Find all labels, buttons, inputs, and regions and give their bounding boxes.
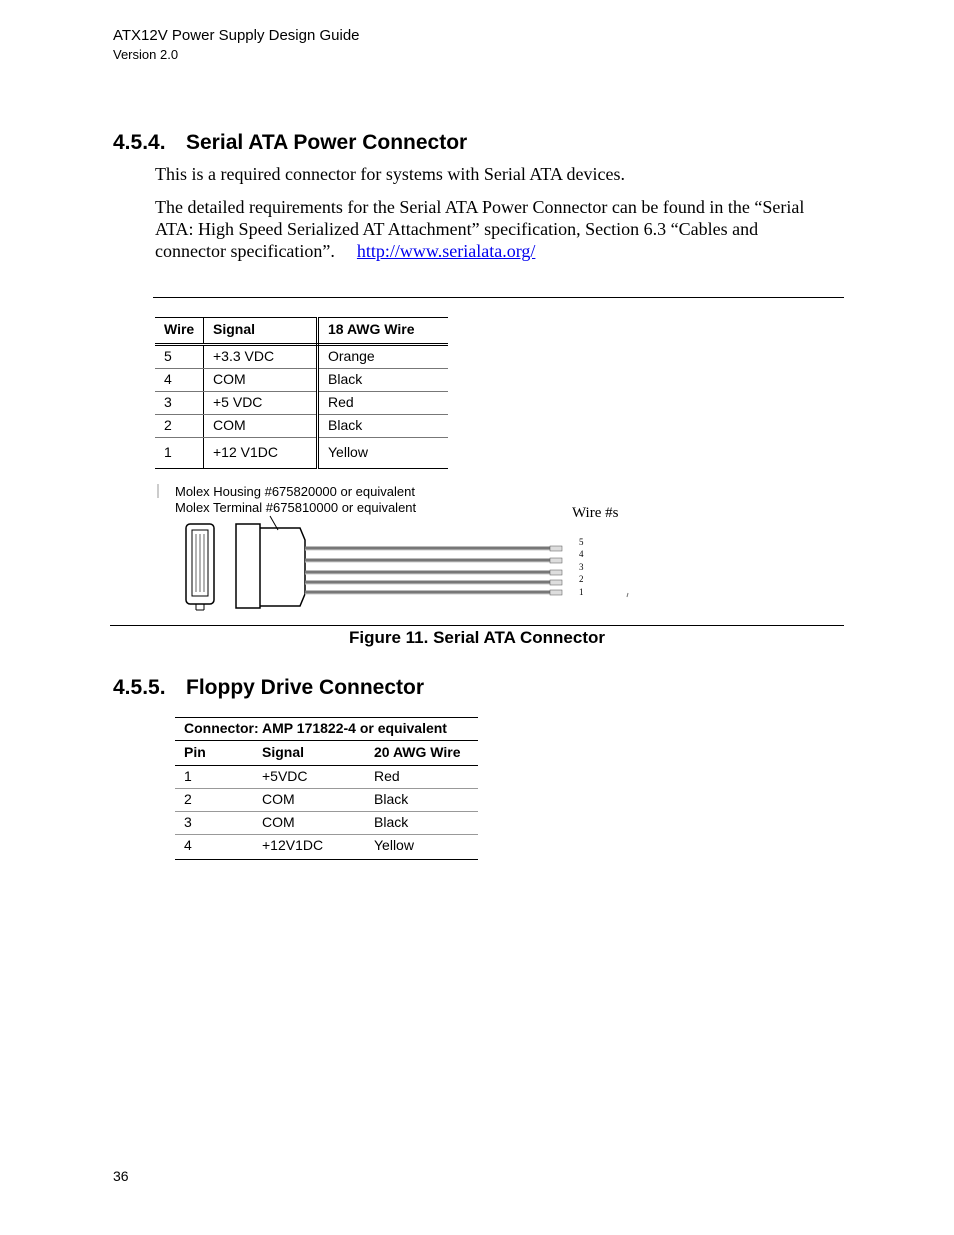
wire-number-5: 5 (579, 537, 584, 547)
signal-cell: +12V1DC (253, 835, 365, 860)
serialata-link[interactable]: http://www.serialata.org/ (356, 241, 536, 261)
color-cell: Black (318, 369, 449, 392)
sata-header-wire: Wire (155, 318, 204, 345)
table-row (155, 392, 448, 415)
wire-cell: 1 (155, 438, 204, 469)
table-row (155, 438, 448, 469)
signal-cell: +3.3 VDC (204, 345, 318, 369)
floppy-header-signal: Signal (253, 741, 365, 766)
wire-cell: 3 (155, 392, 204, 415)
color-cell: Orange (318, 345, 449, 369)
wire-cell: 4 (155, 369, 204, 392)
pin-cell: 1 (175, 766, 253, 789)
figure-top-rule (153, 297, 844, 298)
section-455-number: 4.5.5. (113, 676, 166, 699)
table-row (155, 345, 448, 369)
figure-bottom-rule (110, 625, 844, 626)
section-454-heading (113, 131, 467, 155)
signal-cell: COM (253, 789, 365, 812)
table-row (175, 835, 478, 860)
color-cell: Black (365, 789, 478, 812)
section-455-title: Floppy Drive Connector (186, 676, 425, 699)
signal-cell: +5 VDC (204, 392, 318, 415)
wire-cell: 5 (155, 345, 204, 369)
sata-header-signal: Signal (204, 318, 318, 345)
floppy-header-pin: Pin (175, 741, 253, 766)
pin-cell: 3 (175, 812, 253, 835)
sata-connector-drawing (150, 480, 650, 615)
section-454-para2 (155, 196, 855, 262)
color-cell: Yellow (318, 438, 449, 469)
table-row (175, 812, 478, 835)
page-number: 36 (113, 1168, 129, 1184)
para2-line-1: The detailed requirements for the Serial ATA Power Connector can be found in the “Serial (155, 197, 805, 217)
wire-number-3: 3 (579, 562, 584, 572)
color-cell: Black (318, 415, 449, 438)
wire-numbers-label: Wire #s (572, 505, 619, 521)
wire-cell: 2 (155, 415, 204, 438)
signal-cell: COM (253, 812, 365, 835)
document-title: ATX12V Power Supply Design Guide (113, 27, 360, 44)
wire-number-1: 1 (579, 587, 584, 597)
para2-line-3-text: connector specification”. (155, 241, 335, 261)
section-454-number: 4.5.4. (113, 131, 166, 154)
color-cell: Red (318, 392, 449, 415)
table-row (155, 369, 448, 392)
floppy-wire-table (175, 717, 478, 860)
floppy-table-header (175, 741, 478, 766)
sata-header-awg: 18 AWG Wire (318, 318, 449, 345)
para2-line-3 (155, 240, 855, 262)
figure-caption: Figure 11. Serial ATA Connector (349, 628, 605, 647)
section-455-heading (113, 676, 424, 700)
para2-line-2: ATA: High Speed Serialized AT Attachment” specification, Section 6.3 “Cables and (155, 219, 759, 239)
signal-cell: COM (204, 369, 318, 392)
color-cell: Black (365, 812, 478, 835)
color-cell: Red (365, 766, 478, 789)
wire-number-2: 2 (579, 574, 584, 584)
table-row (175, 766, 478, 789)
section-454-title: Serial ATA Power Connector (186, 131, 468, 154)
pin-cell: 2 (175, 789, 253, 812)
section-454-para1: This is a required connector for systems with Serial ATA devices. (155, 164, 625, 184)
document-version: Version 2.0 (113, 47, 179, 62)
floppy-header-awg: 20 AWG Wire (365, 741, 478, 766)
signal-cell: COM (204, 415, 318, 438)
wire-number-4: 4 (579, 549, 584, 559)
signal-cell: +5VDC (253, 766, 365, 789)
pin-cell: 4 (175, 835, 253, 860)
sata-table-header (155, 318, 448, 345)
table-row (175, 789, 478, 812)
sata-wire-table (155, 317, 448, 469)
table-row (155, 415, 448, 438)
floppy-connector-cell: Connector: AMP 171822-4 or equivalent (175, 718, 478, 741)
floppy-connector-row (175, 718, 478, 741)
signal-cell: +12 V1DC (204, 438, 318, 469)
molex-terminal-label: Molex Terminal #675810000 or equivalent (175, 500, 417, 515)
color-cell: Yellow (365, 835, 478, 860)
molex-housing-label: Molex Housing #675820000 or equivalent (175, 484, 415, 499)
